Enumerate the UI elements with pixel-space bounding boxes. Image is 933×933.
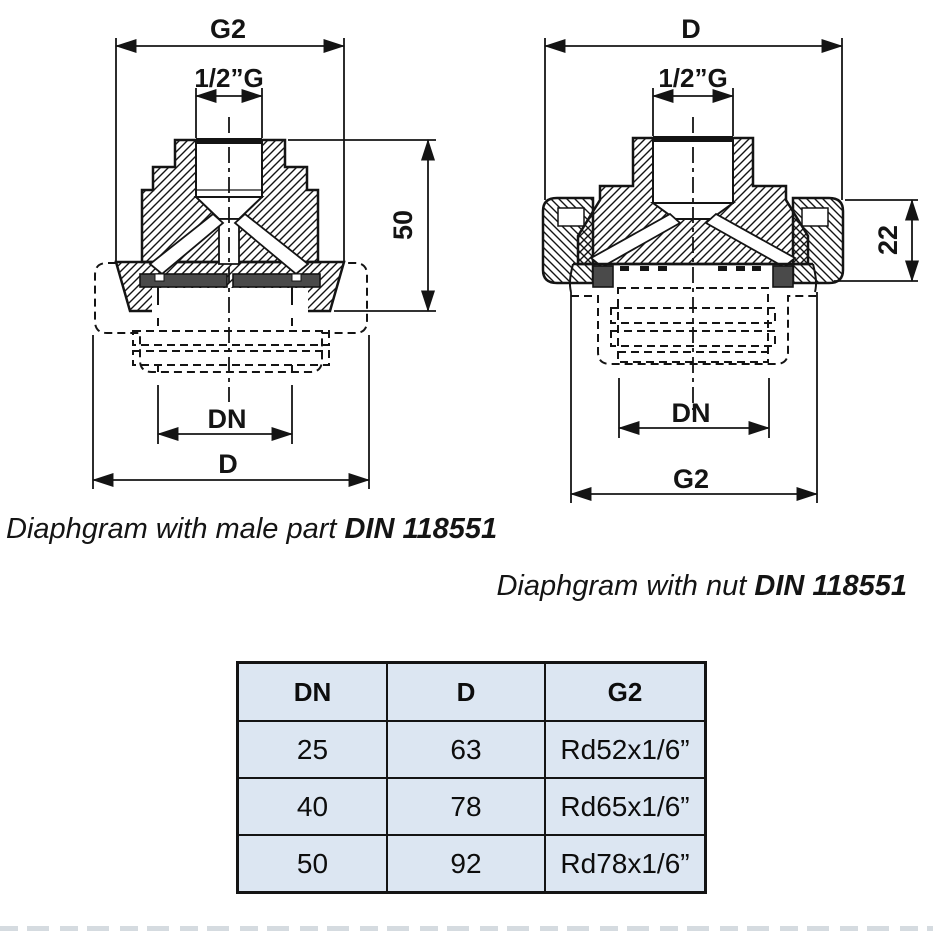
cell-d-63: 63	[387, 721, 545, 778]
right-d-label: D	[681, 14, 701, 44]
dimension-table	[236, 661, 707, 894]
right-seat-ticks	[620, 266, 761, 271]
left-flange-clearance	[152, 288, 308, 313]
caption-male-part	[6, 513, 497, 546]
cell-dn-40: 40	[238, 778, 388, 835]
right-hidden-pipe-outline	[571, 288, 817, 364]
table-header-dn: DN	[238, 663, 388, 722]
scan-edge-artifact	[0, 926, 933, 931]
cell-d-92: 92	[387, 835, 545, 893]
left-dn-label: DN	[207, 404, 247, 434]
table-header-g2: G2	[545, 663, 706, 722]
right-nut-groove-left	[558, 208, 584, 226]
caption-nut-standard: DIN 118551	[754, 570, 907, 602]
cell-dn-50: 50	[238, 835, 388, 893]
right-g2-label: G2	[672, 464, 710, 494]
table-row	[238, 835, 706, 893]
cell-g2-rd65: Rd65x1/6”	[545, 778, 706, 835]
table-header-d: D	[387, 663, 545, 722]
left-drawing	[93, 14, 436, 489]
table-row	[238, 778, 706, 835]
left-d-label: D	[218, 449, 238, 479]
caption-nut-text: Diaphgram with nut	[496, 570, 755, 602]
right-nut-groove-right	[802, 208, 828, 226]
caption-male-part-standard: DIN 118551	[344, 513, 498, 545]
left-thread-label: 1/2”G	[194, 63, 264, 93]
caption-male-part-text: Diaphgram with male part	[6, 513, 345, 545]
cell-g2-rd52: Rd52x1/6”	[545, 721, 706, 778]
right-thread-label: 1/2”G	[658, 63, 728, 93]
table-header-row	[238, 663, 706, 722]
right-22-label: 22	[873, 224, 903, 256]
cell-dn-25: 25	[238, 721, 388, 778]
table-row	[238, 721, 706, 778]
left-50-label: 50	[388, 209, 418, 241]
cell-d-78: 78	[387, 778, 545, 835]
caption-nut	[496, 570, 907, 603]
right-drawing	[543, 14, 918, 503]
left-g2-label: G2	[209, 14, 247, 44]
cell-g2-rd78: Rd78x1/6”	[545, 835, 706, 893]
right-dn-label: DN	[671, 398, 711, 428]
